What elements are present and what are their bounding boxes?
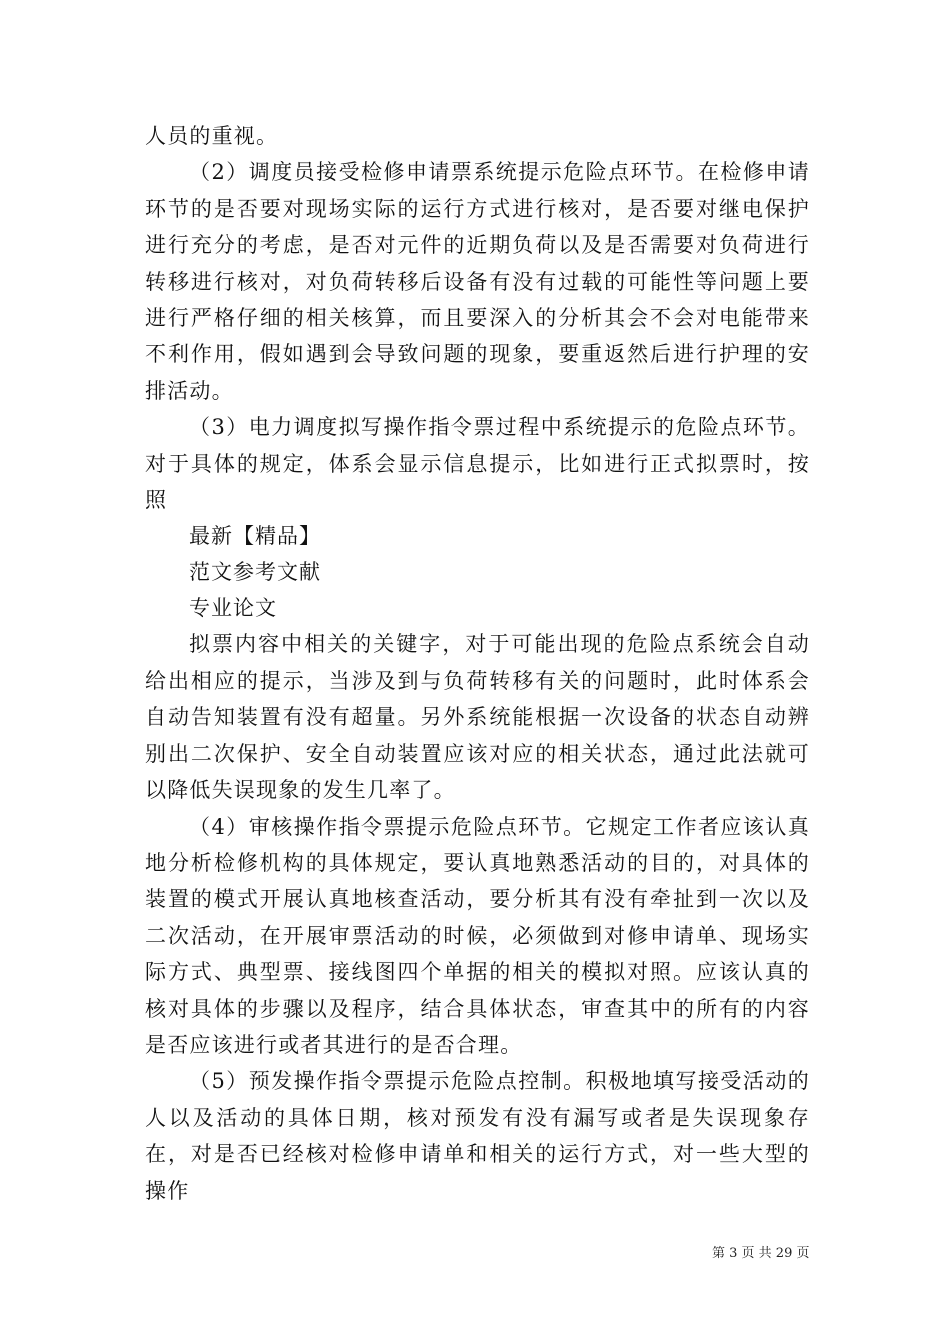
paragraph-2: （2）调度员接受检修申请票系统提示危险点环节。在检修申请环节的是否要对现场实际的运行方式进行核对，是否要对继电保护进行充分的考虑，是否对元件的近期负荷以及是否需要对负荷进行转移进行核对，对负荷转移后设备有没有过载的可能性等问题上要进行严格仔细的相关核算，而且要深入的分析其会不会对电能带来不利作用，假如遇到会导致问题的现象，要重返然后进行护理的安排活动。 bbox=[145, 160, 810, 403]
note-line-2: 范文参考文献 bbox=[189, 560, 321, 585]
document-body bbox=[145, 118, 810, 1209]
paragraph-4: 拟票内容中相关的关键字，对于可能出现的危险点系统会自动给出相应的提示，当涉及到与负荷转移有关的问题时，此时体系会自动告知装置有没有超量。另外系统能根据一次设备的状态自动辨别出二次保护、安全自动装置应该对应的相关状态，通过此法就可以降低失误现象的发生几率了。 bbox=[145, 632, 810, 803]
note-line-1: 最新【精品】 bbox=[189, 524, 321, 549]
paragraph-1: 人员的重视。 bbox=[145, 124, 279, 148]
paragraph-5: （4）审核操作指令票提示危险点环节。它规定工作者应该认真地分析检修机构的具体规定，要认真地熟悉活动的目的，对具体的装置的模式开展认真地核查活动，要分析其有没有牵扯到一次以及二次活动，在开展审票活动的时候，必须做到对修申请单、现场实际方式、典型票、接线图四个单据的相关的模拟对照。应该认真的核对具体的步骤以及程序，结合具体状态，审查其中的所有的内容是否应该进行或者其进行的是否合理。 bbox=[145, 814, 810, 1057]
paragraph-3: （3）电力调度拟写操作指令票过程中系统提示的危险点环节。对于具体的规定，体系会显示信息提示，比如进行正式拟票时，按照 bbox=[145, 415, 810, 513]
paragraph-6: （5）预发操作指令票提示危险点控制。积极地填写接受活动的人以及活动的具体日期，核对预发有没有漏写或者是失误现象存在，对是否已经核对检修申请单和相关的运行方式，对一些大型的操作 bbox=[145, 1069, 810, 1203]
note-line-3: 专业论文 bbox=[189, 596, 277, 621]
page-number-footer: 第 3 页 共 29 页 bbox=[712, 1246, 810, 1261]
